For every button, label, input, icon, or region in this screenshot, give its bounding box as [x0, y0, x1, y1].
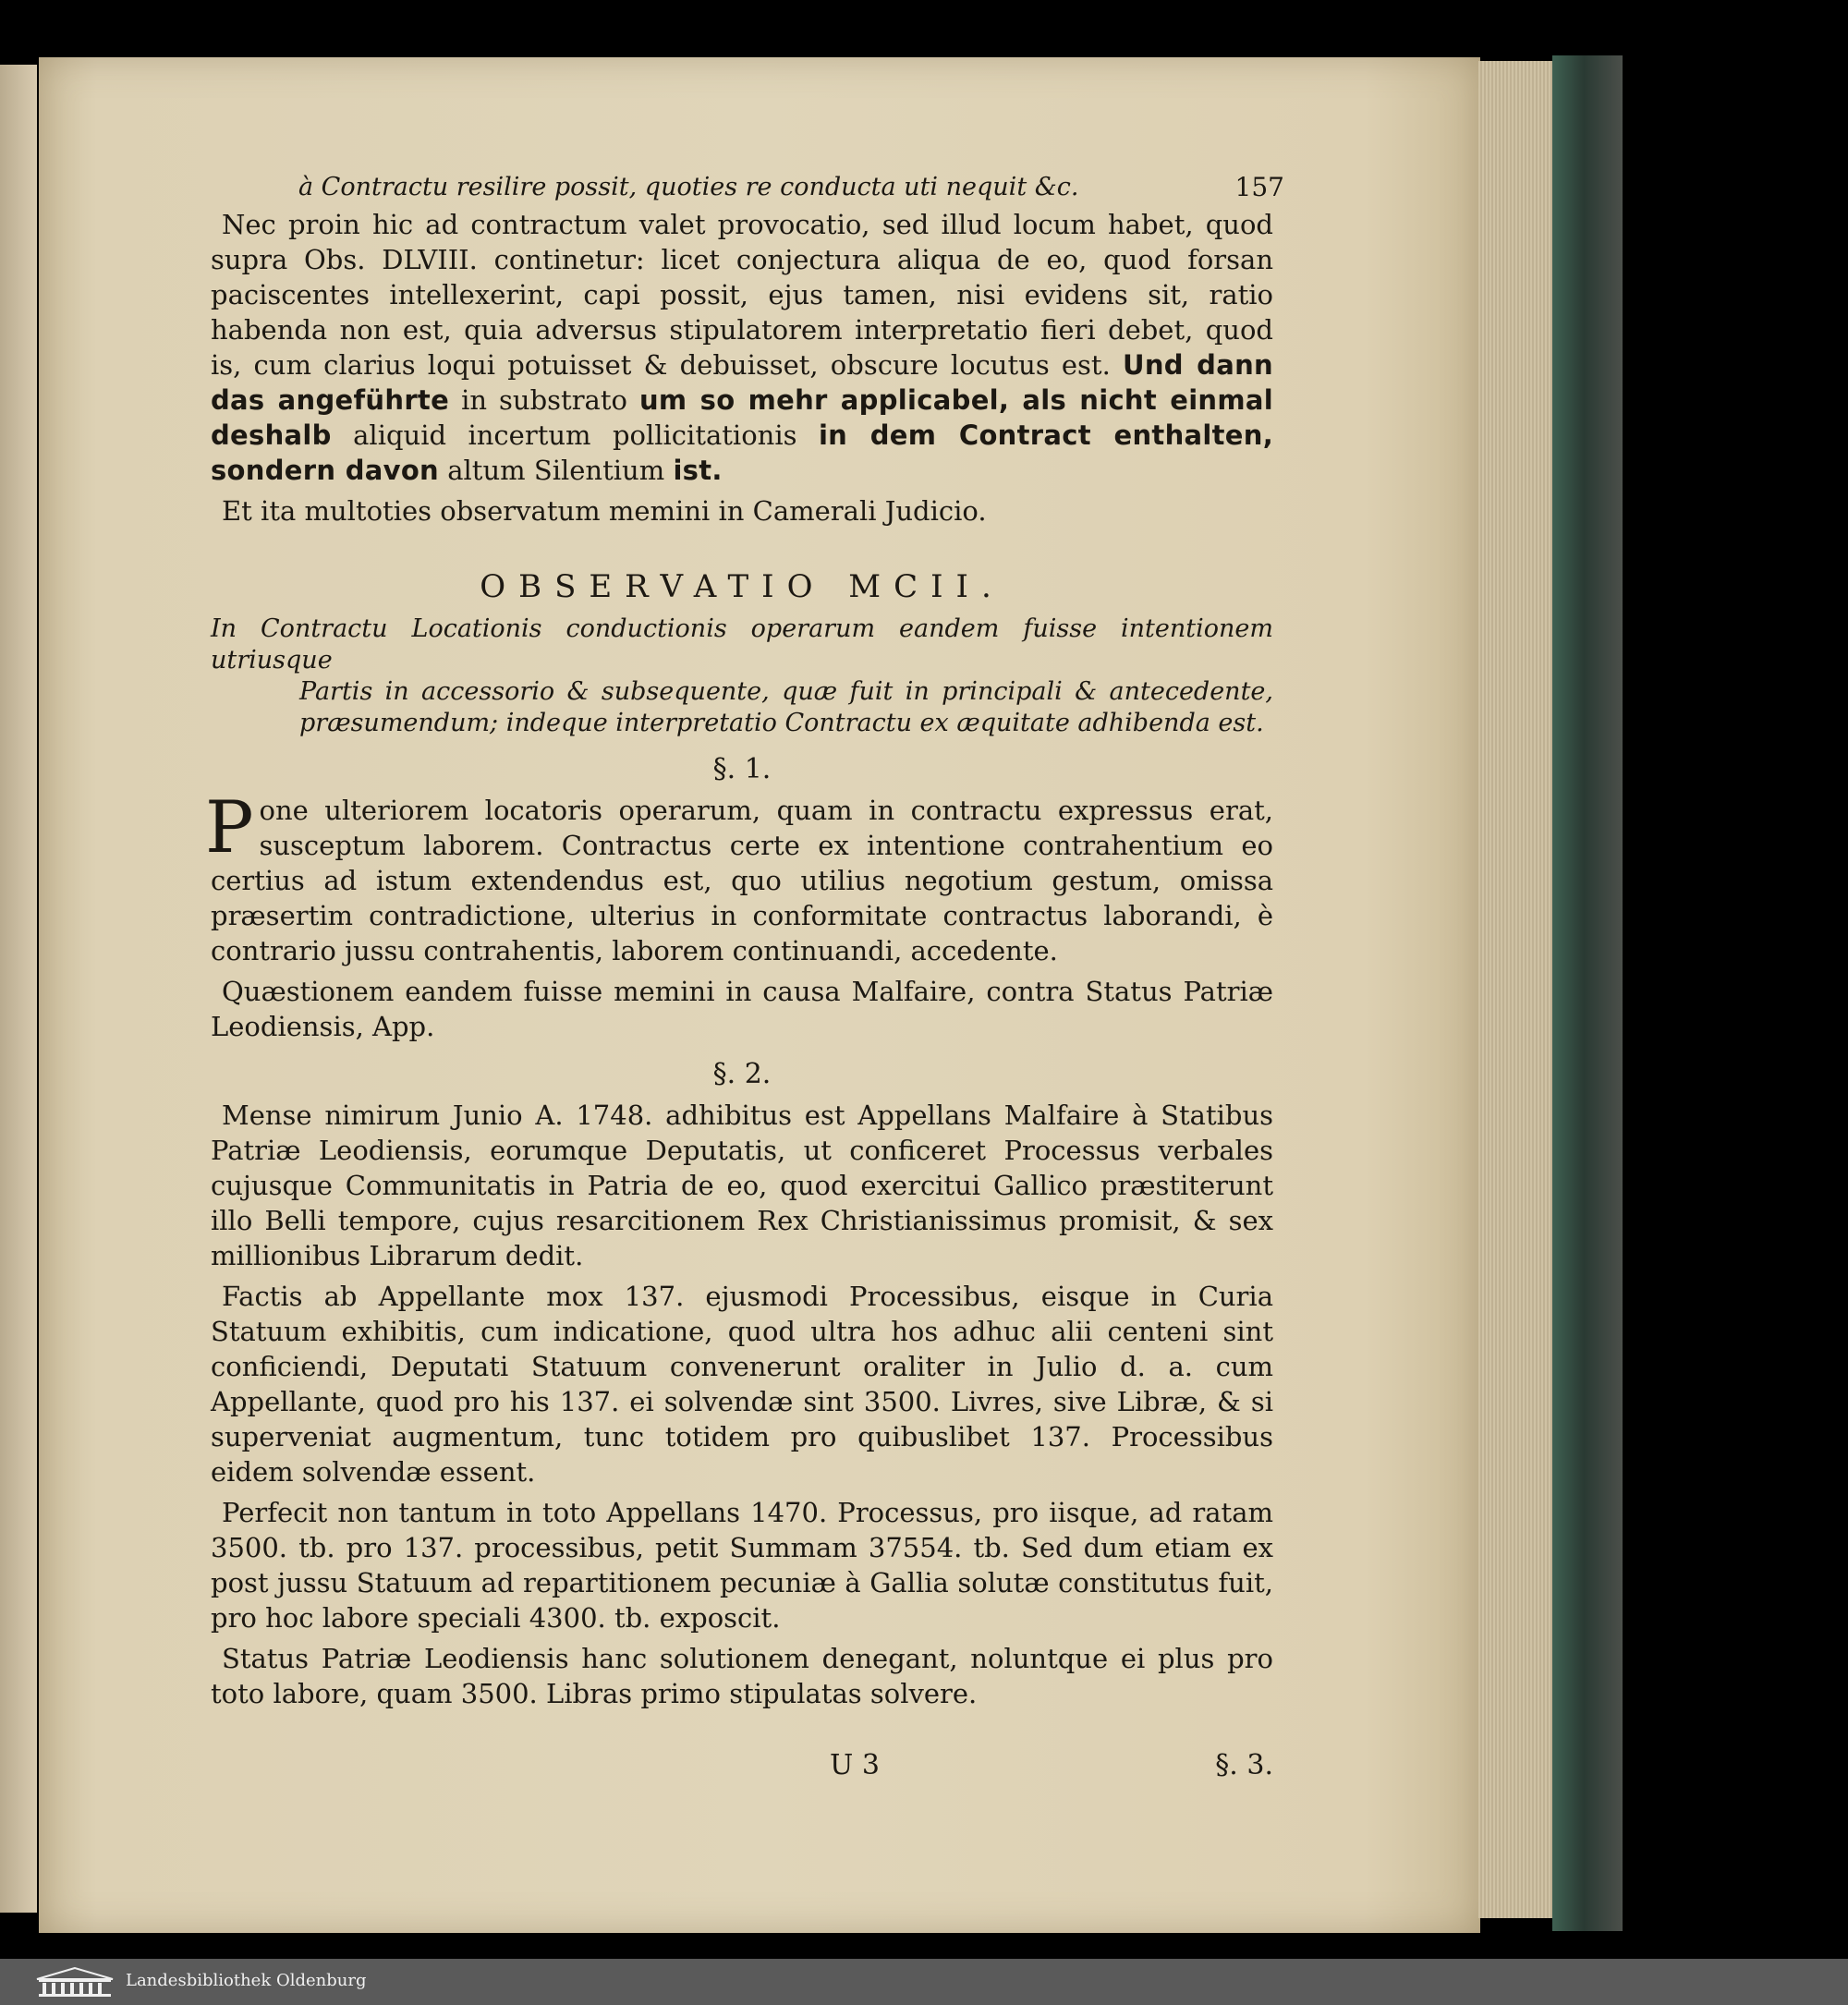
- summary-first-line: In Contractu Locationis conductionis operarum eandem fuisse intentionem utriusque: [211, 614, 1273, 674]
- page-number: 157: [1234, 172, 1284, 202]
- running-head-text: à Contractu resilire possit, quoties re conducta uti nequit &c.: [298, 173, 1079, 201]
- section-2-mark: §. 2.: [712, 1058, 772, 1090]
- observation-summary: [211, 614, 1273, 739]
- intro-latin-1: Nec proin hic ad contractum valet provocatio, sed illud locum habet, quod supra Obs. DLVIII. continetur: licet conjectura aliqua de eo, quod forsan paciscentes intellexerint, capi possit, ejus tamen, nisi evidens sit, ratio habenda non est, quia adversus stipulatorem interpretatio fieri debet, quod is, cum clarius loqui potuisset & debuisset, obscure locutus est.: [211, 209, 1273, 381]
- intro-latin-3: aliquid incertum pollicitationis: [353, 419, 797, 451]
- left-page-edge: [0, 65, 37, 1913]
- intro-paragraph-2: Et ita multoties observatum memini in Camerali Judicio.: [222, 495, 987, 527]
- section-1-mark: §. 1.: [712, 753, 772, 785]
- book-cover: [1552, 55, 1623, 1931]
- intro-paragraph-1: [211, 207, 1273, 488]
- section-1-paragraph-1: [205, 786, 1273, 968]
- library-name: Landesbibliothek Oldenburg: [126, 1971, 367, 1990]
- library-footer-bar: [0, 1959, 1848, 2005]
- section-2-paragraph-1: Mense nimirum Junio A. 1748. adhibitus est Appellans Malfaire à Statibus Patriæ Leodiensis, eorumque Deputatis, ut conficeret Processus verbales cujusque Communitatis in Patria de eo, quod exercitui Gallico præstiterunt illo Belli tempore, cujus resarcitionem Rex Christianissimus promisit, & sex millionibus Librarum dedit.: [211, 1100, 1273, 1271]
- signature-mark: U 3: [830, 1749, 880, 1781]
- intro-latin-2: in substrato: [461, 384, 627, 416]
- intro-german-2: um so mehr applicabel, als nicht einmal deshalb: [211, 384, 1274, 451]
- library-building-icon: [33, 1966, 116, 1998]
- drop-cap: P: [205, 786, 254, 869]
- intro-german-4: ist.: [673, 455, 723, 486]
- intro-german-3: in dem Contract enthalten, sondern davon: [211, 419, 1274, 486]
- catchword: §. 3.: [1215, 1749, 1273, 1781]
- running-head: [211, 157, 1284, 202]
- page-stack-edge: [1478, 61, 1552, 1918]
- summary-rest: Partis in accessorio & subsequente, quæ fuit in principali & antecedente, præsumendum; indeque interpretatio Contractu ex æquitate adhibenda est.: [299, 677, 1273, 737]
- section-1-paragraph-1-text: one ulteriorem locatoris operarum, quam in contractu expressus erat, susceptum laborem. Contractus certe ex intentione contrahentium eo certius ad istum extendendus est, quo utilius negotium gestum, omissa præsertim contradictione, ulterius in conformitate contractus laborandi, è contrario jussu contrahentis, laborem continuandi, accedente.: [211, 795, 1273, 966]
- section-2-paragraph-3: Perfecit non tantum in toto Appellans 1470. Processus, pro iisque, ad ratam 3500. tb. pro 137. processibus, petit Summam 37554. tb. Sed dum etiam ex post jussu Statuum ad repartitionem pecuniæ à Gallia solutæ constitutus fuit, pro hoc labore speciali 4300. tb. exposcit.: [211, 1497, 1273, 1634]
- intro-german-1: Und dann das angeführte: [211, 349, 1273, 416]
- section-1-paragraph-2: Quæstionem eandem fuisse memini in causa Malfaire, contra Status Patriæ Leodiensis, App.: [211, 976, 1273, 1042]
- page-footer: [211, 1739, 1273, 1794]
- section-2-paragraph-4: Status Patriæ Leodiensis hanc solutionem denegant, noluntque ei plus pro toto labore, quam 3500. Libras primo stipulatas solvere.: [211, 1643, 1273, 1709]
- section-2-paragraph-2: Factis ab Appellante mox 137. ejusmodi Processibus, eisque in Curia Statuum exhibitis, cum indicatione, quod ultra hos adhuc alii centeni sint conficiendi, Deputati Statuum convenerunt oraliter in Julio d. a. cum Appellante, quod pro his 137. ei solvendæ sint 3500. Livres, sive Libræ, & si superveniat augmentum, tunc totidem pro quibuslibet 137. Processibus eidem solvendæ essent.: [211, 1281, 1273, 1488]
- page-content: [205, 157, 1284, 1794]
- observation-heading: OBSERVATIO MCII.: [480, 568, 1004, 605]
- intro-latin-4: altum Silentium: [447, 455, 665, 486]
